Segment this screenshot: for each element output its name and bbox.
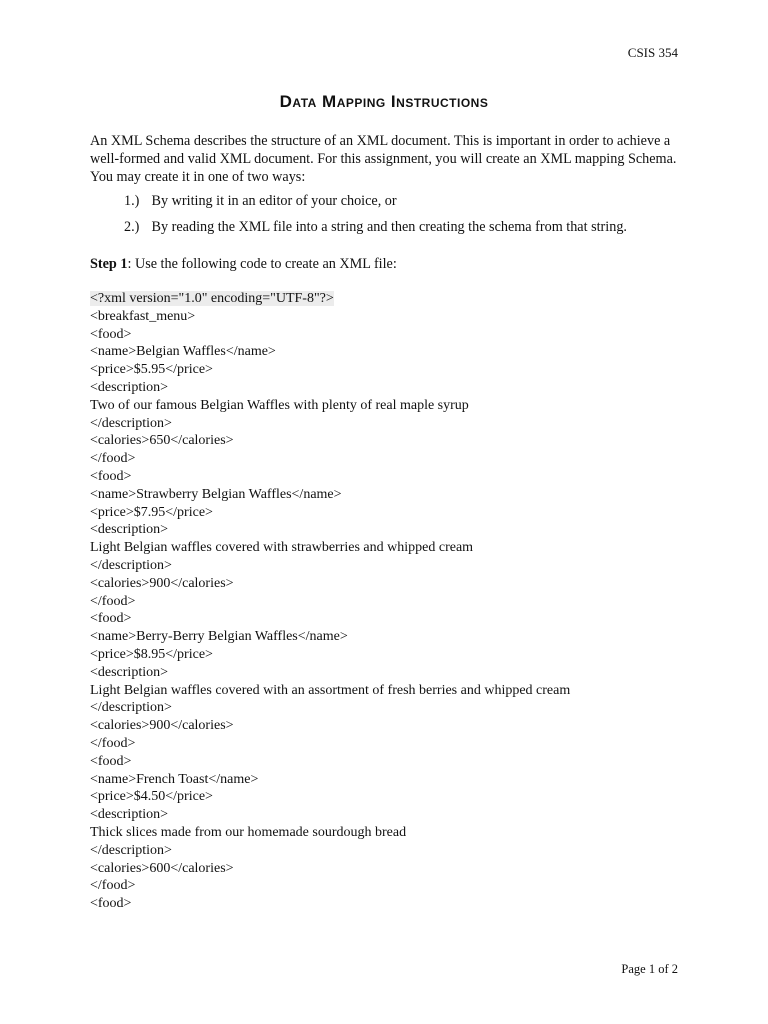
code-line [90,735,690,753]
code-line-text: <calories>900</calories> [90,575,234,591]
code-line [90,379,690,397]
page-number: Page 1 of 2 [621,962,678,976]
code-line [90,432,690,450]
code-line [90,557,690,575]
step-1-instruction [90,256,397,273]
code-line [90,486,690,504]
code-line-text: <food> [90,326,132,342]
code-line [90,610,690,628]
code-line [90,788,690,806]
code-line-text: <price>$4.50</price> [90,789,213,805]
code-line [90,504,690,522]
xml-code-block [90,290,690,913]
code-line-text: <food> [90,896,132,912]
code-line [90,397,690,415]
code-line-text: </food> [90,878,136,894]
code-line [90,361,690,379]
code-line-text: <breakfast_menu> [90,308,196,324]
code-line-text: <?xml version="1.0" encoding="UTF-8"?> [90,291,334,306]
list-number: 2.) [124,219,140,235]
code-line [90,806,690,824]
code-line [90,824,690,842]
code-line-text: </description> [90,700,172,716]
code-line [90,308,690,326]
code-line-text: <description> [90,522,168,538]
code-line [90,628,690,646]
code-line-text: <price>$7.95</price> [90,504,213,520]
code-line [90,699,690,717]
course-code: CSIS 354 [627,45,678,60]
code-line-text: Thick slices made from our homemade sourdough bread [90,824,407,840]
code-line-text: <food> [90,753,132,769]
code-line-text: Two of our famous Belgian Waffles with plenty of real maple syrup [90,397,469,413]
code-line-text: </food> [90,735,136,751]
code-line-text: <description> [90,807,168,823]
code-line-text: <price>$8.95</price> [90,646,213,662]
code-line-text: <food> [90,468,132,484]
code-line-text: <calories>600</calories> [90,860,234,876]
code-line-text: </description> [90,842,172,858]
code-line [90,450,690,468]
code-line-text: <description> [90,379,168,395]
code-line [90,575,690,593]
code-line-text: <food> [90,611,132,627]
code-line-text: </food> [90,451,136,467]
code-line-text: </description> [90,557,172,573]
code-line [90,842,690,860]
code-line [90,290,690,308]
code-line [90,664,690,682]
page-title: Data Mapping Instructions [279,92,489,111]
code-line-text: <price>$5.95</price> [90,362,213,378]
code-line [90,415,690,433]
code-line [90,682,690,700]
code-line-text: Light Belgian waffles covered with an assortment of fresh berries and whipped cream [90,682,571,698]
code-line [90,646,690,664]
list-number: 1.) [124,193,140,209]
code-line-text: <calories>900</calories> [90,718,234,734]
code-line [90,326,690,344]
intro-paragraph: An XML Schema describes the structure of an XML document. This is important in order to achieve a well-formed and valid XML document. For this assignment, you will create an XML mapping Schema. You may create it in one of two ways: [90,133,677,185]
list-item [124,219,627,236]
code-line-text: <name>Belgian Waffles</name> [90,344,276,360]
code-line [90,468,690,486]
code-line [90,860,690,878]
code-line [90,593,690,611]
code-line-text: </description> [90,415,172,431]
code-line [90,753,690,771]
list-text: By reading the XML file into a string and then creating the schema from that string. [151,219,627,235]
step-text: : Use the following code to create an XML file: [127,256,397,272]
code-line [90,521,690,539]
code-line [90,717,690,735]
code-line-text: <name>Strawberry Belgian Waffles</name> [90,486,342,502]
code-line [90,343,690,361]
list-text: By writing it in an editor of your choice, or [151,193,397,209]
step-label: Step 1 [90,256,128,272]
code-line-text: <description> [90,664,168,680]
code-line [90,895,690,913]
code-line [90,877,690,895]
list-item [124,193,397,210]
code-line-text: Light Belgian waffles covered with strawberries and whipped cream [90,540,474,556]
code-line-text: <name>Berry-Berry Belgian Waffles</name> [90,629,348,645]
code-line [90,539,690,557]
code-line-text: </food> [90,593,136,609]
code-line-text: <name>French Toast</name> [90,771,259,787]
code-line [90,771,690,789]
code-line-text: <calories>650</calories> [90,433,234,449]
